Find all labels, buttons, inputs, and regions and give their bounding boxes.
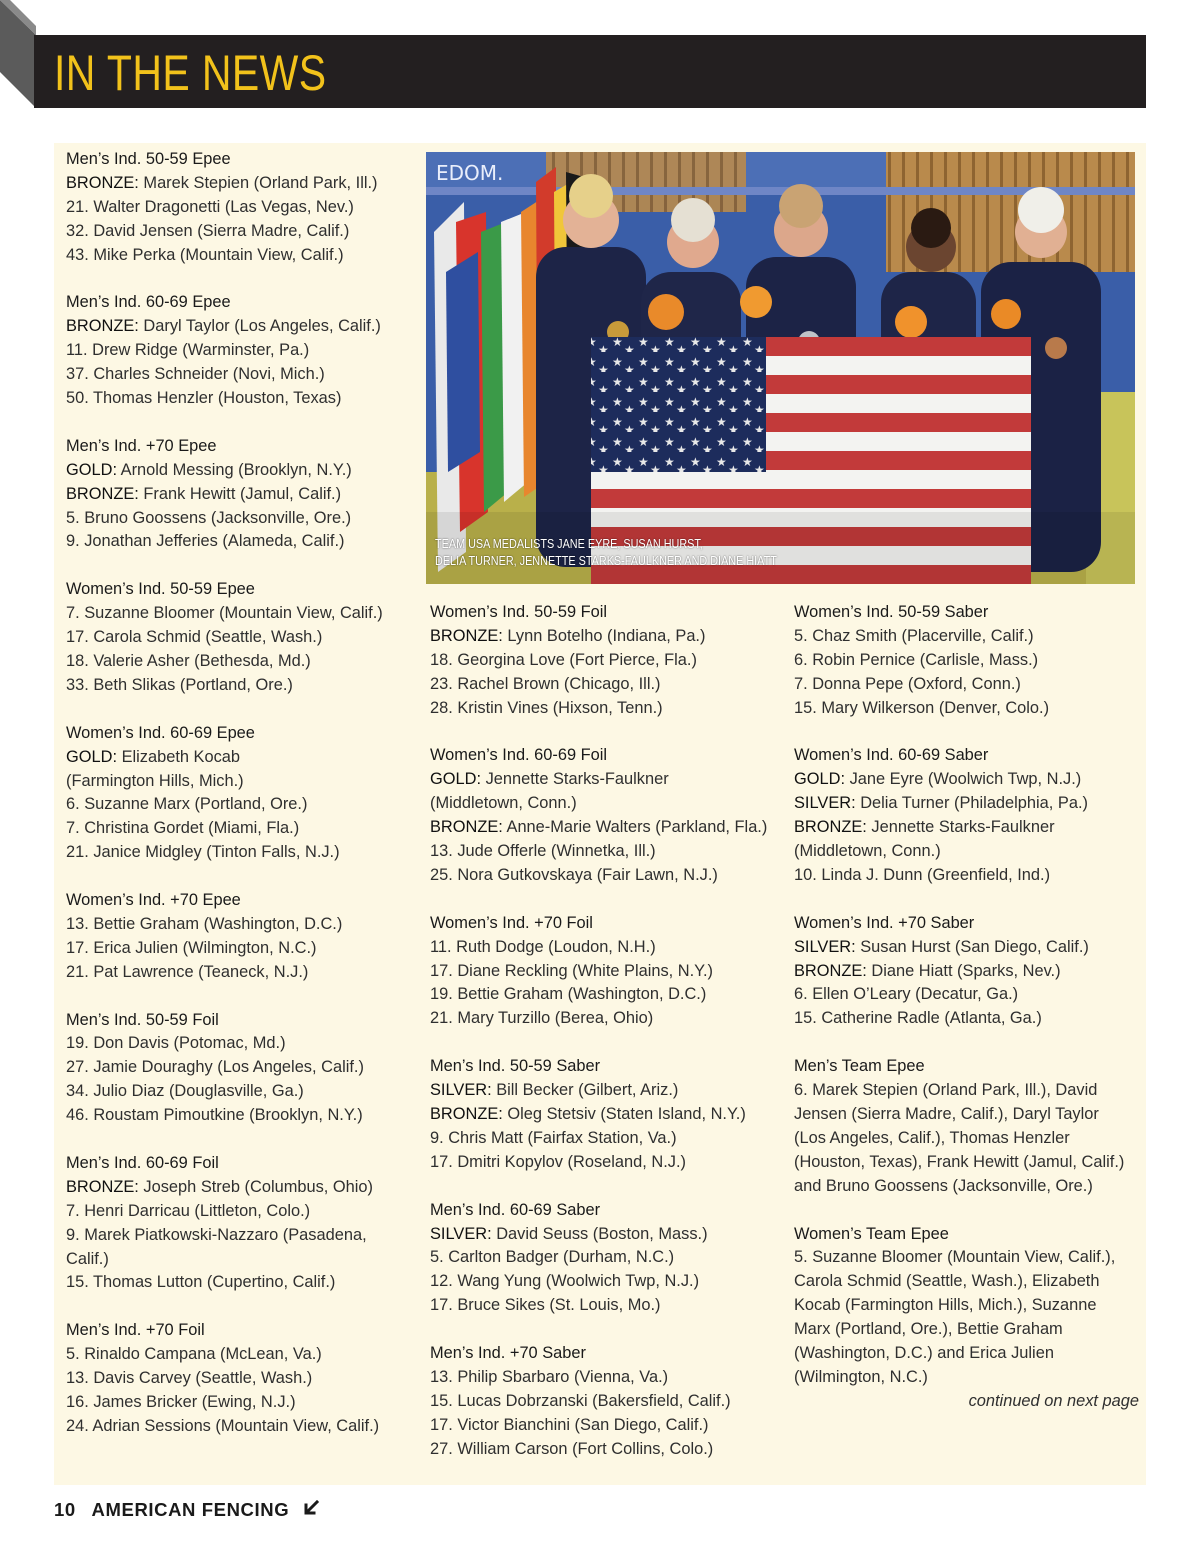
continued-note: continued on next page [968, 1391, 1139, 1410]
section-heading: Women’s Ind. +70 Epee [66, 891, 241, 910]
results-section [66, 1319, 416, 1439]
result-text: 15. Mary Wilkerson (Denver, Colo.) [794, 698, 1050, 717]
results-section [794, 744, 1139, 887]
result-entry [430, 1127, 780, 1151]
section-heading: Women’s Ind. 60-69 Foil [430, 746, 608, 765]
result-text: 7. Suzanne Bloomer (Mountain View, Calif.) [66, 604, 383, 623]
result-text: 27. William Carson (Fort Collins, Colo.) [430, 1439, 714, 1458]
medal-label: BRONZE: [430, 818, 503, 837]
result-text: 7. Henri Darricau (Littleton, Colo.) [66, 1201, 311, 1220]
result-text: Jennette Starks-Faulkner [481, 770, 669, 789]
result-text: Anne-Marie Walters (Parkland, Fla.) [502, 818, 768, 837]
result-entry [66, 172, 416, 196]
results-section [66, 578, 416, 698]
result-text: Lynn Botelho (Indiana, Pa.) [502, 626, 706, 645]
results-section [430, 601, 780, 721]
result-entry [66, 650, 416, 674]
results-section [66, 889, 416, 985]
results-section [66, 148, 416, 268]
result-entry [794, 1366, 1139, 1390]
section-heading: Men’s Ind. +70 Foil [66, 1321, 205, 1340]
result-text: Bill Becker (Gilbert, Ariz.) [491, 1081, 679, 1100]
results-section [66, 291, 416, 411]
result-entry [66, 1391, 416, 1415]
result-entry [66, 1104, 416, 1128]
result-entry [794, 697, 1139, 721]
medal-label: BRONZE: [430, 1104, 503, 1123]
photo-caption-line-1: TEAM USA MEDALISTS JANE EYRE, SUSAN HURST, [435, 537, 703, 551]
result-text: 17. Erica Julien (Wilmington, N.C.) [66, 938, 317, 957]
result-entry [794, 936, 1139, 960]
result-text: Jensen (Sierra Madre, Calif.), Daryl Taylor [794, 1104, 1099, 1123]
result-entry [430, 960, 780, 984]
result-text: 33. Beth Slikas (Portland, Ore.) [66, 675, 293, 694]
section-heading: Women’s Ind. 60-69 Epee [66, 723, 255, 742]
result-text: 32. David Jensen (Sierra Madre, Calif.) [66, 221, 350, 240]
result-text: 15. Catherine Radle (Atlanta, Ga.) [794, 1009, 1042, 1028]
result-text: 6. Robin Pernice (Carlisle, Mass.) [794, 650, 1039, 669]
results-section [66, 1009, 416, 1129]
result-entry [66, 1080, 416, 1104]
result-text: 9. Jonathan Jefferies (Alameda, Calif.) [66, 532, 345, 551]
result-entry [794, 1342, 1139, 1366]
result-entry [794, 960, 1139, 984]
result-entry [66, 841, 416, 865]
result-entry [430, 1151, 780, 1175]
result-entry [794, 1318, 1139, 1342]
result-entry [430, 1223, 780, 1247]
results-section [430, 912, 780, 1032]
result-text: 23. Rachel Brown (Chicago, Ill.) [430, 674, 661, 693]
result-text: 13. Bettie Graham (Washington, D.C.) [66, 914, 343, 933]
result-entry [430, 1414, 780, 1438]
result-text: (Los Angeles, Calif.), Thomas Henzler [794, 1128, 1070, 1147]
section-heading: Women’s Ind. +70 Foil [430, 913, 593, 932]
result-text: 15. Thomas Lutton (Cupertino, Calif.) [66, 1273, 336, 1292]
result-entry [794, 768, 1139, 792]
result-entry [430, 1103, 780, 1127]
result-entry [430, 1390, 780, 1414]
team-usa-photo [426, 152, 1135, 584]
result-entry [430, 649, 780, 673]
result-entry [66, 1248, 416, 1272]
result-entry [66, 339, 416, 363]
result-entry [794, 1246, 1139, 1270]
result-entry [66, 1032, 416, 1056]
result-entry [794, 816, 1139, 840]
results-section [794, 912, 1139, 1032]
result-text: 21. Mary Turzillo (Berea, Ohio) [430, 1009, 654, 1028]
section-title: IN THE NEWS [54, 45, 327, 101]
section-heading: Women’s Ind. +70 Saber [794, 913, 975, 932]
result-entry [794, 792, 1139, 816]
result-entry [430, 1246, 780, 1270]
result-text: Elizabeth Kocab [117, 747, 241, 766]
medal-label: SILVER: [430, 1224, 492, 1243]
section-header-bar [34, 35, 1146, 108]
result-text: 7. Donna Pepe (Oxford, Conn.) [794, 674, 1021, 693]
result-entry [794, 1151, 1139, 1175]
result-text: Jennette Starks-Faulkner [866, 818, 1055, 837]
results-section [430, 1199, 780, 1319]
result-entry [66, 1056, 416, 1080]
result-text: Kocab (Farmington Hills, Mich.), Suzanne [794, 1296, 1097, 1315]
result-entry [430, 1294, 780, 1318]
result-entry [430, 1270, 780, 1294]
medal-label: BRONZE: [66, 173, 139, 192]
result-entry [430, 864, 780, 888]
section-heading: Men’s Ind. 50-59 Epee [66, 150, 231, 168]
result-entry [794, 864, 1139, 888]
section-heading: Women’s Ind. 50-59 Foil [430, 603, 608, 621]
result-entry [66, 961, 416, 985]
medal-label: BRONZE: [66, 484, 139, 503]
photo-caption-line-2: DELIA TURNER, JENNETTE STARKS-FAULKNER AND DIANE HIATT [435, 554, 777, 568]
result-entry [794, 625, 1139, 649]
result-text: Carola Schmid (Seattle, Wash.), Elizabeth [794, 1272, 1100, 1291]
result-text: Joseph Streb (Columbus, Ohio) [138, 1177, 373, 1196]
result-text: 7. Christina Gordet (Miami, Fla.) [66, 819, 300, 838]
result-text: 17. Carola Schmid (Seattle, Wash.) [66, 628, 323, 647]
results-section [66, 1152, 416, 1295]
result-text: 11. Ruth Dodge (Loudon, N.H.) [430, 937, 656, 956]
medal-label: GOLD: [66, 747, 118, 766]
arrow-down-left-icon [303, 1499, 319, 1521]
result-entry [66, 1176, 416, 1200]
result-entry [66, 1343, 416, 1367]
results-column-1 [66, 148, 416, 1463]
photo-caption [435, 536, 777, 570]
result-entry [66, 315, 416, 339]
result-text: (Washington, D.C.) and Erica Julien [794, 1344, 1054, 1363]
result-text: and Bruno Goossens (Jacksonville, Ore.) [794, 1176, 1093, 1195]
section-heading: Men’s Ind. +70 Epee [66, 436, 217, 455]
result-entry [794, 1294, 1139, 1318]
corner-tab-decoration [0, 0, 36, 110]
result-text: (Middletown, Conn.) [794, 842, 941, 861]
result-entry [430, 983, 780, 1007]
medal-label: BRONZE: [794, 961, 867, 980]
result-text: Arnold Messing (Brooklyn, N.Y.) [117, 460, 352, 479]
result-entry [66, 220, 416, 244]
section-heading: Men’s Team Epee [794, 1057, 925, 1076]
results-column-3 [794, 601, 1139, 1414]
result-text: Daryl Taylor (Los Angeles, Calif.) [138, 317, 381, 336]
medal-label: GOLD: [430, 770, 482, 789]
result-text: 17. Bruce Sikes (St. Louis, Mo.) [430, 1296, 661, 1315]
result-text: 9. Chris Matt (Fairfax Station, Va.) [430, 1128, 677, 1147]
result-entry [430, 1366, 780, 1390]
result-text: 17. Dmitri Kopylov (Roseland, N.J.) [430, 1152, 686, 1171]
result-text: 13. Davis Carvey (Seattle, Wash.) [66, 1369, 313, 1388]
result-text: 50. Thomas Henzler (Houston, Texas) [66, 389, 342, 408]
section-heading: Men’s Ind. 60-69 Saber [430, 1200, 601, 1219]
result-entry [66, 459, 416, 483]
publication-name: AMERICAN FENCING [91, 1499, 290, 1520]
result-entry [66, 746, 416, 770]
result-text: 15. Lucas Dobrzanski (Bakersfield, Calif.) [430, 1391, 731, 1410]
result-entry [430, 673, 780, 697]
result-text: 24. Adrian Sessions (Mountain View, Calif.) [66, 1416, 380, 1435]
result-entry [794, 1127, 1139, 1151]
results-section [66, 435, 416, 555]
result-entry [66, 817, 416, 841]
result-entry [430, 697, 780, 721]
result-entry [794, 1270, 1139, 1294]
result-text: Oleg Stetsiv (Staten Island, N.Y.) [502, 1104, 746, 1123]
result-entry [794, 649, 1139, 673]
section-heading: Women’s Ind. 50-59 Epee [66, 580, 255, 599]
result-entry [430, 1079, 780, 1103]
result-entry [430, 840, 780, 864]
result-text: 17. Victor Bianchini (San Diego, Calif.) [430, 1415, 709, 1434]
result-entry [66, 913, 416, 937]
result-text: Marek Stepien (Orland Park, Ill.) [138, 173, 378, 192]
medal-label: SILVER: [430, 1081, 492, 1100]
result-text: 13. Philip Sbarbaro (Vienna, Va.) [430, 1367, 669, 1386]
page-number: 10 [54, 1499, 76, 1520]
result-entry [794, 983, 1139, 1007]
medal-label: BRONZE: [66, 317, 139, 336]
result-text: Calif.) [66, 1249, 109, 1268]
result-entry [66, 507, 416, 531]
result-text: 34. Julio Diaz (Douglasville, Ga.) [66, 1082, 304, 1101]
result-entry [66, 530, 416, 554]
result-text: 5. Suzanne Bloomer (Mountain View, Calif.), [794, 1248, 1116, 1267]
result-entry [66, 793, 416, 817]
result-text: 6. Marek Stepien (Orland Park, Ill.), David [794, 1081, 1098, 1100]
section-heading: Women’s Ind. 60-69 Saber [794, 746, 989, 765]
result-text: 9. Marek Piatkowski-Nazzaro (Pasadena, [66, 1225, 367, 1244]
result-entry [430, 936, 780, 960]
results-section [794, 1223, 1139, 1390]
result-entry [66, 483, 416, 507]
section-heading: Men’s Ind. 60-69 Foil [66, 1153, 219, 1172]
result-entry [66, 674, 416, 698]
result-entry [794, 1175, 1139, 1199]
result-text: 6. Suzanne Marx (Portland, Ore.) [66, 795, 308, 814]
result-entry [66, 1367, 416, 1391]
section-heading: Men’s Ind. 50-59 Saber [430, 1057, 601, 1076]
result-text: 19. Bettie Graham (Washington, D.C.) [430, 985, 707, 1004]
results-section [430, 1055, 780, 1175]
result-text: 18. Georgina Love (Fort Pierce, Fla.) [430, 650, 697, 669]
result-text: 5. Carlton Badger (Durham, N.C.) [430, 1248, 675, 1267]
result-text: 19. Don Davis (Potomac, Md.) [66, 1034, 286, 1053]
result-entry [794, 1079, 1139, 1103]
svg-text:EDOM.: EDOM. [436, 161, 504, 185]
result-text: (Wilmington, N.C.) [794, 1367, 928, 1386]
result-text: 6. Ellen O’Leary (Decatur, Ga.) [794, 985, 1019, 1004]
medal-label: BRONZE: [430, 626, 503, 645]
result-text: 10. Linda J. Dunn (Greenfield, Ind.) [794, 865, 1051, 884]
result-text: 18. Valerie Asher (Bethesda, Md.) [66, 651, 311, 670]
result-entry [66, 937, 416, 961]
result-text: (Middletown, Conn.) [430, 794, 577, 813]
result-text: 17. Diane Reckling (White Plains, N.Y.) [430, 961, 714, 980]
result-entry [66, 387, 416, 411]
section-heading: Men’s Ind. +70 Saber [430, 1344, 586, 1363]
result-entry [66, 1200, 416, 1224]
result-entry [430, 1007, 780, 1031]
medal-label: GOLD: [66, 460, 118, 479]
results-section [430, 744, 780, 887]
result-entry [66, 1271, 416, 1295]
result-entry [794, 1007, 1139, 1031]
result-text: 46. Roustam Pimoutkine (Brooklyn, N.Y.) [66, 1106, 363, 1125]
section-heading: Women’s Team Epee [794, 1224, 949, 1243]
result-text: Diane Hiatt (Sparks, Nev.) [866, 961, 1061, 980]
result-text: 21. Walter Dragonetti (Las Vegas, Nev.) [66, 197, 354, 216]
medal-label: SILVER: [794, 937, 856, 956]
result-text: Frank Hewitt (Jamul, Calif.) [138, 484, 342, 503]
results-section [794, 601, 1139, 721]
section-heading: Men’s Ind. 50-59 Foil [66, 1010, 219, 1029]
results-column-2 [430, 601, 780, 1485]
medal-label: GOLD: [794, 770, 846, 789]
result-text: 16. James Bricker (Ewing, N.J.) [66, 1393, 296, 1411]
results-section [794, 1055, 1139, 1198]
result-entry [66, 626, 416, 650]
medal-label: BRONZE: [66, 1177, 139, 1196]
result-text: 37. Charles Schneider (Novi, Mich.) [66, 365, 325, 384]
result-entry [66, 1415, 416, 1439]
result-text: 12. Wang Yung (Woolwich Twp, N.J.) [430, 1272, 700, 1291]
result-text: Marx (Portland, Ore.), Bettie Graham [794, 1320, 1063, 1339]
result-text: (Farmington Hills, Mich.) [66, 771, 244, 790]
result-entry [66, 196, 416, 220]
result-text: 5. Rinaldo Campana (McLean, Va.) [66, 1345, 322, 1364]
result-entry [66, 602, 416, 626]
result-text: 21. Janice Midgley (Tinton Falls, N.J.) [66, 843, 340, 862]
result-text: 43. Mike Perka (Mountain View, Calif.) [66, 245, 344, 264]
results-section [430, 1342, 780, 1462]
page-footer [54, 1499, 319, 1521]
section-heading: Men’s Ind. 60-69 Epee [66, 293, 231, 312]
result-text: (Houston, Texas), Frank Hewitt (Jamul, Calif.) [794, 1152, 1125, 1171]
result-text: 5. Bruno Goossens (Jacksonville, Ore.) [66, 508, 352, 527]
result-entry [66, 244, 416, 268]
medalists-photo-illustration [426, 152, 1135, 584]
section-heading: Women’s Ind. 50-59 Saber [794, 603, 989, 621]
results-section [66, 722, 416, 865]
result-text: 13. Jude Offerle (Winnetka, Ill.) [430, 842, 656, 861]
result-entry [430, 1438, 780, 1462]
result-text: 21. Pat Lawrence (Teaneck, N.J.) [66, 962, 309, 981]
result-entry [430, 792, 780, 816]
result-entry [794, 673, 1139, 697]
result-entry [430, 816, 780, 840]
result-entry [430, 768, 780, 792]
result-entry [66, 363, 416, 387]
result-text: David Seuss (Boston, Mass.) [491, 1224, 708, 1243]
medal-label: BRONZE: [794, 818, 867, 837]
medal-label: SILVER: [794, 794, 856, 813]
result-entry [430, 625, 780, 649]
result-text: 25. Nora Gutkovskaya (Fair Lawn, N.J.) [430, 865, 718, 884]
result-text: Jane Eyre (Woolwich Twp, N.J.) [845, 770, 1082, 789]
result-text: 5. Chaz Smith (Placerville, Calif.) [794, 626, 1034, 645]
result-entry [794, 1103, 1139, 1127]
result-entry [66, 770, 416, 794]
result-text: 27. Jamie Douraghy (Los Angeles, Calif.) [66, 1058, 364, 1077]
result-entry [66, 1224, 416, 1248]
result-text: 28. Kristin Vines (Hixson, Tenn.) [430, 698, 663, 717]
result-text: Delia Turner (Philadelphia, Pa.) [855, 794, 1088, 813]
result-text: Susan Hurst (San Diego, Calif.) [855, 937, 1089, 956]
result-text: 11. Drew Ridge (Warminster, Pa.) [66, 341, 310, 360]
result-entry [794, 840, 1139, 864]
